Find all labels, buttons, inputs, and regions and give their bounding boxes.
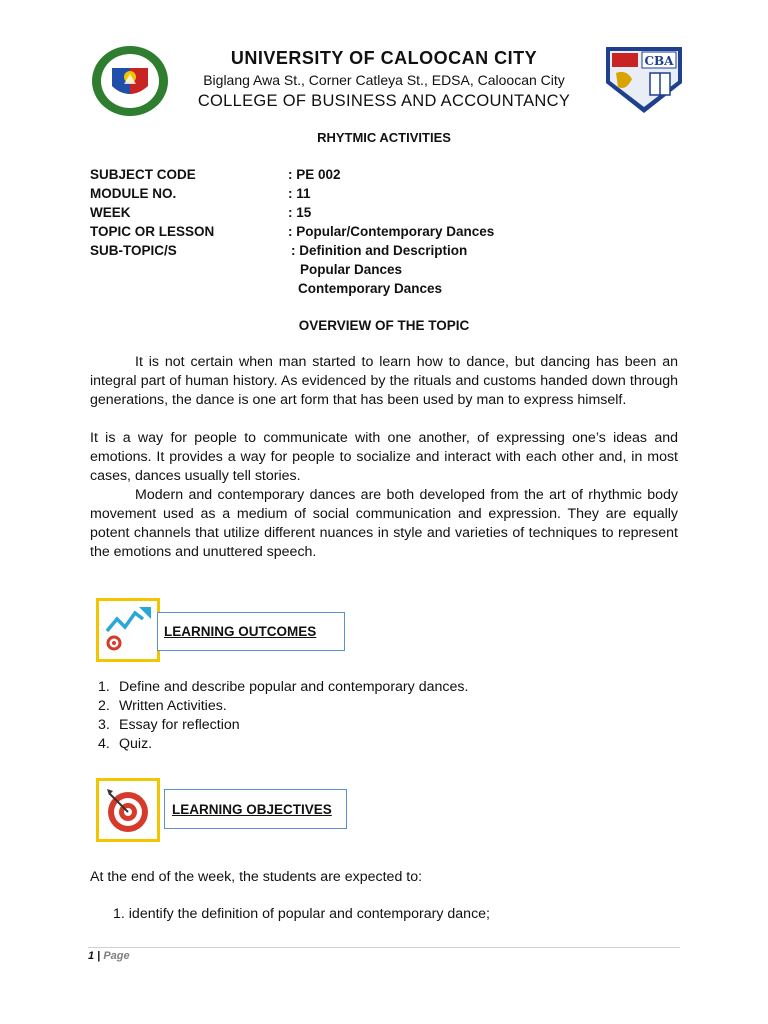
list-text: Define and describe popular and contemporary dances. (119, 679, 469, 695)
meta-value: : Popular/Contemporary Dances (288, 224, 495, 239)
overview-paragraph-1: It is not certain when man started to learn how to dance, but dancing has been an integral part of human history. As evidenced by the rituals and customs handed down through generations, the dance is one art form that has been used by man to express himself. (90, 354, 678, 408)
meta-value: : PE 002 (288, 167, 341, 182)
meta-label: SUBJECT CODE (90, 167, 196, 182)
meta-value: : 15 (288, 205, 312, 220)
meta-label: MODULE NO. (90, 186, 177, 201)
learning-objectives-icon-box (96, 778, 160, 842)
meta-value: : 11 (288, 186, 311, 201)
subtopic-contemporary: Contemporary Dances (298, 281, 443, 296)
list-number: 2. (98, 698, 110, 714)
meta-row-week (90, 205, 690, 224)
footer-divider (88, 947, 680, 948)
meta-row-subject-code (90, 167, 690, 186)
objectives-intro: At the end of the week, the students are expected to: (90, 869, 423, 885)
learning-outcomes-icon-box (96, 598, 160, 662)
meta-label: WEEK (90, 205, 131, 220)
learning-outcomes-heading (157, 612, 345, 651)
college-name: COLLEGE OF BUSINESS AND ACCOUNTANCY (197, 92, 571, 110)
page-footer (88, 950, 130, 962)
list-text: Written Activities. (119, 698, 227, 714)
subtopic-popular: Popular Dances (300, 262, 403, 277)
meta-label: TOPIC OR LESSON (90, 224, 215, 239)
growth-gear-icon (99, 601, 157, 659)
overview-heading: OVERVIEW OF THE TOPIC (298, 318, 470, 333)
objective-item-1: 1. identify the definition of popular and contemporary dance; (113, 906, 491, 922)
list-item (98, 697, 658, 716)
list-number: 4. (98, 736, 110, 752)
meta-row-subtopic (90, 243, 690, 262)
cba-logo-text: CBA (644, 54, 674, 68)
learning-outcomes-heading-text: LEARNING OUTCOMES (164, 624, 317, 639)
list-item (98, 678, 658, 697)
target-dart-icon (99, 781, 157, 839)
university-name: UNIVERSITY OF CALOOCAN CITY (230, 48, 538, 68)
university-address: Biglang Awa St., Corner Catleya St., EDSA, Caloocan City (203, 72, 565, 88)
list-number: 3. (98, 717, 110, 733)
list-text: Quiz. (119, 736, 153, 752)
document-title: RHYTMIC ACTIVITIES (317, 130, 451, 145)
meta-value: : Definition and Description (291, 243, 468, 258)
list-item (98, 735, 658, 754)
meta-row-module-no (90, 186, 690, 205)
meta-label: SUB-TOPIC/S (90, 243, 177, 258)
learning-objectives-heading (164, 789, 347, 829)
list-text: Essay for reflection (119, 717, 240, 733)
list-item (98, 716, 658, 735)
learning-objectives-heading-text: LEARNING OBJECTIVES (172, 801, 332, 817)
page-word: Page (103, 950, 130, 962)
learning-outcomes-list (98, 678, 658, 754)
overview-paragraph-2: It is a way for people to communicate with one another, of expressing one’s ideas and emotions. It provides a way for people to socialize and interact with each other and, in most cases, dances usually tell stories. (90, 430, 678, 484)
list-number: 1. (98, 679, 110, 695)
page-number: 1 (88, 950, 95, 962)
meta-row-topic (90, 224, 690, 243)
overview-paragraph-3: Modern and contemporary dances are both developed from the art of rhythmic body movement used as a medium of social communication and expression. They are equally potent channels that utilize different nuances in style and varieties of techniques to represent the emotions and unuttered speech. (90, 487, 678, 560)
footer-separator: | (97, 950, 101, 962)
